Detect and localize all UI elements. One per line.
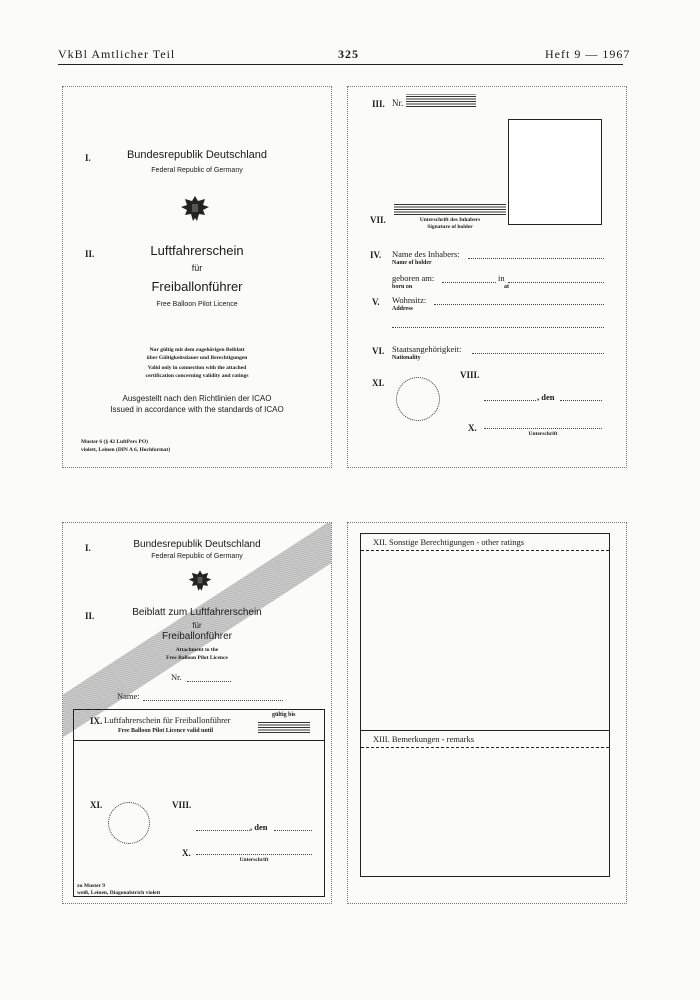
panel-licence-front (62, 86, 332, 468)
roman-x: X. (468, 423, 477, 433)
attach-en-2: Free Balloon Pilot Licence (166, 655, 228, 661)
roman-ii: II. (85, 249, 95, 259)
title-fuer: für (191, 263, 203, 273)
note-de-1: Nur gültig mit dem zugehörigen Beiblatt (149, 347, 245, 353)
panel-licence-back (347, 86, 627, 468)
signature-hatched-field (394, 203, 506, 215)
muster-1: Muster 6 (§ 42 LuftPers PO) (81, 439, 148, 445)
section-xii-rule (361, 550, 609, 551)
roman-vii: VII. (370, 215, 386, 225)
wohn-en: Address (392, 306, 413, 312)
title-freiballonfuehrer: Freiballonführer (151, 279, 243, 294)
roman-xi-b: XI. (90, 800, 103, 810)
den-label: , den (537, 392, 555, 402)
page-number: 325 (338, 47, 359, 61)
wohn-de: Wohnsitz: (392, 295, 427, 305)
roman-iii: III. (372, 99, 385, 109)
country-en-b: Federal Republic of Germany (151, 553, 243, 560)
country-en: Federal Republic of Germany (151, 167, 243, 174)
nr-label: Nr. (392, 98, 404, 108)
photo-box (508, 119, 602, 225)
stamp-circle-b (108, 802, 150, 844)
section-xii-title: XII. Sonstige Berechtigungen - other ratings (373, 537, 525, 547)
attach-en-1: Attachment to the (175, 647, 219, 653)
unterschrift-label: Unterschrift (528, 431, 558, 437)
roman-i: I. (85, 153, 91, 163)
in-de: in (498, 273, 505, 283)
born-de: geboren am: (392, 273, 435, 283)
den-label-b: , den (250, 822, 268, 832)
country-de: Bundesrepublik Deutschland (126, 149, 268, 161)
icao-de: Ausgestellt nach den Richtlinien der ICAO (122, 394, 272, 403)
note-de-2: über Gültigkeitsdauer und Berechtigungen (146, 355, 248, 361)
stamp-circle (396, 377, 440, 421)
roman-viii: VIII. (460, 370, 480, 380)
nr-label-b: Nr. (171, 672, 182, 682)
name-en: Name of holder (392, 260, 432, 266)
country-de-b: Bundesrepublik Deutschland (133, 539, 261, 550)
header-left: VkBl Amtlicher Teil (58, 47, 176, 61)
note-en-2: certification concerning validity and ratings (145, 373, 249, 379)
beiblatt-title2: Freiballonführer (161, 631, 233, 642)
at-en: at (504, 284, 509, 290)
panel-attachment (62, 522, 332, 904)
icao-en: Issued in accordance with the standards of ICAO (110, 405, 284, 414)
title-en: Free Balloon Pilot Licence (156, 301, 238, 308)
nr-hatched-field (406, 94, 476, 107)
section-xiii-title: XIII. Bemerkungen - remarks (373, 734, 475, 744)
muster-2: violett, Leinen (DIN A 6, Hochformat) (81, 447, 171, 453)
beiblatt-title: Beiblatt zum Luftfahrerschein (132, 607, 262, 618)
gueltig-bis: gültig bis (272, 712, 296, 718)
roman-viii-b: VIII. (172, 800, 192, 810)
staat-en: Nationality (392, 355, 421, 361)
section-xiii-rule (361, 747, 609, 748)
roman-v: V. (372, 297, 380, 307)
unterschrift-label-b: Unterschrift (239, 857, 269, 863)
sig-de: Unterschrift des Inhabers (419, 217, 481, 223)
name-de: Name des Inhabers: (392, 249, 460, 259)
note-en-1: Valid only in connection with the attached (147, 365, 247, 371)
roman-ix: IX. (90, 716, 103, 726)
box-en: Free Balloon Pilot Licence valid until (118, 728, 214, 734)
eagle-icon-b (187, 567, 213, 595)
header-rule (58, 64, 623, 65)
title-luftfahrerschein: Luftfahrerschein (150, 243, 244, 258)
zu-muster-2: weiß, Leinen, Diagonalstrich violett (77, 890, 161, 896)
header-right: Heft 9 — 1967 (545, 47, 631, 61)
roman-ii-b: II. (85, 611, 95, 621)
sig-en: Signature of holder (427, 224, 473, 230)
panel-ratings (347, 522, 627, 904)
roman-x-b: X. (182, 848, 191, 858)
born-en: born on (392, 284, 413, 290)
valid-until-hatched (258, 722, 310, 733)
staat-de: Staatsangehörigkeit: (392, 344, 462, 354)
zu-muster-1: zu Muster 9 (77, 883, 106, 889)
roman-vi: VI. (372, 346, 385, 356)
roman-xi: XI. (372, 378, 385, 388)
section-divider (361, 730, 609, 731)
roman-iv: IV. (370, 250, 382, 260)
eagle-icon (179, 193, 211, 225)
roman-i-b: I. (85, 543, 91, 553)
ratings-box (360, 533, 610, 877)
beiblatt-fuer: für (192, 621, 202, 630)
validity-box (73, 709, 325, 897)
name-label-b: Name: (117, 691, 140, 701)
box-de: Luftfahrerschein für Freiballonführer (104, 715, 231, 725)
